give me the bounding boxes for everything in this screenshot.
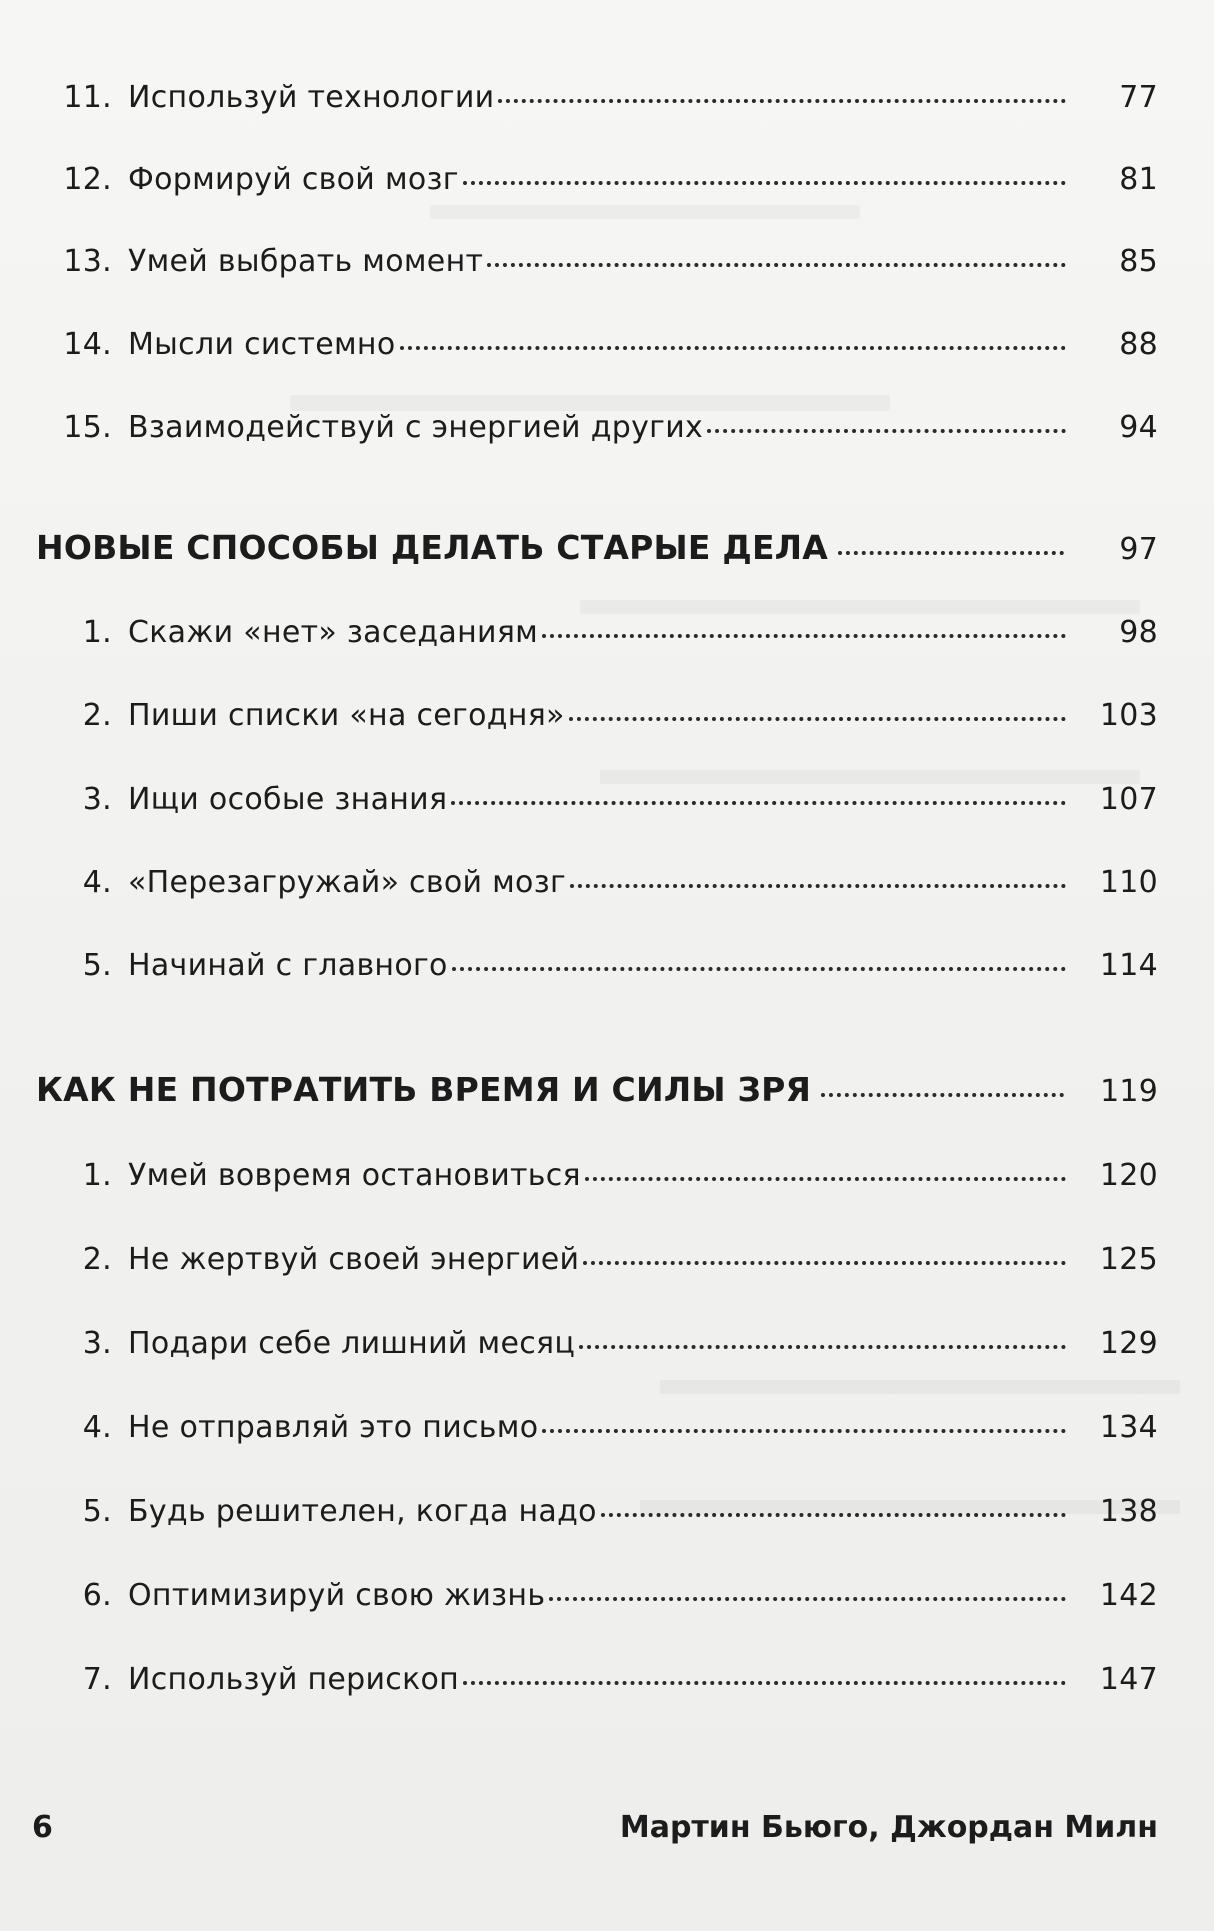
- entry-page-number: 107: [1099, 782, 1158, 817]
- entry-number: 6.: [82, 1578, 112, 1613]
- entry-number: 5.: [82, 948, 112, 983]
- entry-page-number: 142: [1099, 1578, 1158, 1613]
- entry-title: Используй перископ: [128, 1662, 460, 1697]
- dot-leader: [570, 878, 1066, 888]
- entry-title: Ищи особые знания: [128, 782, 448, 817]
- section-page-number: 119: [1100, 1074, 1158, 1109]
- dot-leader: [463, 175, 1066, 185]
- entry-page-number: 120: [1099, 1158, 1158, 1193]
- dot-leader: [549, 1591, 1066, 1601]
- entry-page-number: 81: [1119, 162, 1158, 197]
- dot-leader: [452, 961, 1066, 971]
- entry-page-number: 94: [1119, 410, 1158, 445]
- entry-page-number: 138: [1099, 1494, 1158, 1529]
- page-footer: [0, 1810, 1214, 1860]
- toc-entry[interactable]: [0, 1494, 1214, 1550]
- entry-title: Будь решителен, когда надо: [128, 1494, 597, 1529]
- section-heading[interactable]: [0, 528, 1214, 588]
- entry-title: Мысли системно: [128, 327, 396, 362]
- section-heading[interactable]: [0, 1070, 1214, 1130]
- entry-title: Скажи «нет» заседаниям: [128, 615, 539, 650]
- entry-title: Умей выбрать момент: [128, 244, 484, 279]
- entry-number: 4.: [82, 865, 112, 900]
- entry-number: 11.: [63, 80, 112, 115]
- toc-entry[interactable]: [0, 1578, 1214, 1634]
- entry-number: 2.: [82, 1242, 112, 1277]
- entry-number: 2.: [82, 698, 112, 733]
- toc-entry[interactable]: [0, 1326, 1214, 1382]
- entry-page-number: 134: [1099, 1410, 1158, 1445]
- toc-entry[interactable]: [0, 782, 1214, 838]
- toc-entry[interactable]: [0, 1158, 1214, 1214]
- dot-leader: [838, 545, 1064, 555]
- entry-title: Не отправляй это письмо: [128, 1410, 539, 1445]
- toc-entry[interactable]: [0, 80, 1214, 136]
- toc-entry[interactable]: [0, 615, 1214, 671]
- entry-title: Пиши списки «на сегодня»: [128, 698, 565, 733]
- entry-number: 4.: [82, 1410, 112, 1445]
- page-folio: 6: [32, 1810, 53, 1845]
- entry-number: 5.: [82, 1494, 112, 1529]
- dot-leader: [487, 257, 1066, 267]
- dot-leader: [451, 795, 1066, 805]
- entry-page-number: 147: [1099, 1662, 1158, 1697]
- toc-entry[interactable]: [0, 865, 1214, 921]
- dot-leader: [821, 1087, 1064, 1097]
- toc-entry[interactable]: [0, 244, 1214, 300]
- section-page-number: 97: [1119, 532, 1158, 567]
- toc-entry[interactable]: [0, 1410, 1214, 1466]
- toc-entry[interactable]: [0, 1662, 1214, 1718]
- entry-page-number: 110: [1099, 865, 1158, 900]
- dot-leader: [542, 1423, 1066, 1433]
- entry-title: Начинай с главного: [128, 948, 448, 983]
- entry-title: Взаимодействуй с энергией других: [128, 410, 704, 445]
- entry-page-number: 85: [1119, 244, 1158, 279]
- dot-leader: [583, 1255, 1066, 1265]
- entry-title: Умей вовремя остановиться: [128, 1158, 581, 1193]
- entry-number: 13.: [63, 244, 112, 279]
- entry-page-number: 125: [1099, 1242, 1158, 1277]
- dot-leader: [579, 1339, 1066, 1349]
- dot-leader: [569, 711, 1066, 721]
- entry-number: 14.: [63, 327, 112, 362]
- entry-number: 1.: [82, 1158, 112, 1193]
- entry-number: 1.: [82, 615, 112, 650]
- toc-entry[interactable]: [0, 698, 1214, 754]
- entry-page-number: 129: [1099, 1326, 1158, 1361]
- section-title: КАК НЕ ПОТРАТИТЬ ВРЕМЯ И СИЛЫ ЗРЯ: [36, 1070, 812, 1109]
- entry-page-number: 98: [1119, 615, 1158, 650]
- dot-leader: [463, 1675, 1066, 1685]
- toc-entry[interactable]: [0, 948, 1214, 1004]
- toc-entry[interactable]: [0, 1242, 1214, 1298]
- entry-number: 15.: [63, 410, 112, 445]
- entry-title: «Перезагружай» свой мозг: [128, 865, 567, 900]
- dot-leader: [601, 1507, 1066, 1517]
- entry-title: Оптимизируй свою жизнь: [128, 1578, 546, 1613]
- entry-page-number: 103: [1099, 698, 1158, 733]
- entry-page-number: 88: [1119, 327, 1158, 362]
- toc-entry[interactable]: [0, 327, 1214, 383]
- entry-title: Подари себе лишний месяц: [128, 1326, 576, 1361]
- dot-leader: [585, 1171, 1066, 1181]
- entry-page-number: 114: [1099, 948, 1158, 983]
- entry-title: Используй технологии: [128, 80, 495, 115]
- dot-leader: [707, 423, 1066, 433]
- dot-leader: [400, 340, 1067, 350]
- toc-entry[interactable]: [0, 410, 1214, 466]
- section-title: НОВЫЕ СПОСОБЫ ДЕЛАТЬ СТАРЫЕ ДЕЛА: [36, 528, 829, 567]
- running-footer-authors: Мартин Бьюго, Джордан Милн: [619, 1810, 1158, 1845]
- dot-leader: [542, 628, 1066, 638]
- entry-number: 7.: [82, 1662, 112, 1697]
- entry-number: 12.: [63, 162, 112, 197]
- entry-title: Формируй свой мозг: [128, 162, 459, 197]
- dot-leader: [498, 93, 1066, 103]
- toc-entry[interactable]: [0, 162, 1214, 218]
- entry-number: 3.: [82, 1326, 112, 1361]
- entry-title: Не жертвуй своей энергией: [128, 1242, 580, 1277]
- entry-page-number: 77: [1119, 80, 1158, 115]
- entry-number: 3.: [82, 782, 112, 817]
